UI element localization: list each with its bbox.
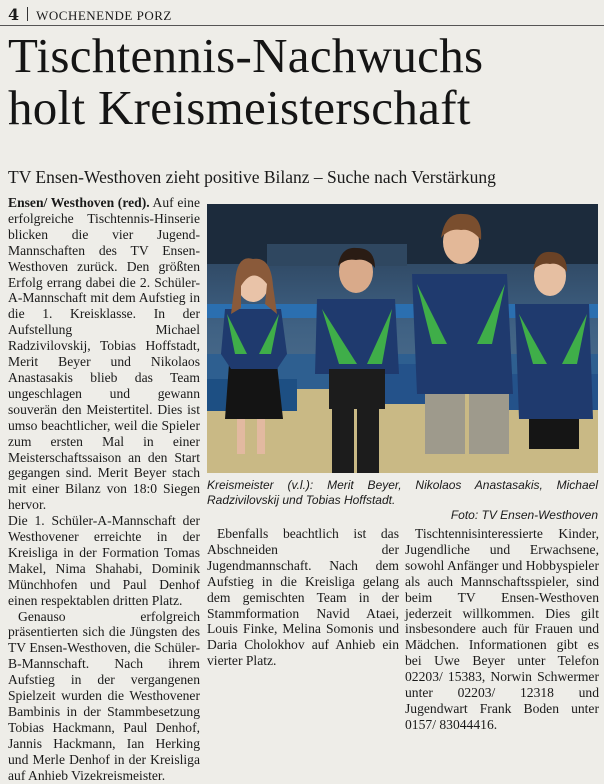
running-head bbox=[8, 5, 172, 25]
paragraph-3: Genauso erfolgreich präsentierten sich die Jüngsten des TV Ensen-Westhoven, die Schüler-B-Mannschaft. Nach ihrem Aufstieg in der vergangenen Spielzeit wurden die Westhovener Bambinis in der Stammbesetzung Tobias Hackmann, Paul Denhof, Jannis Hackmann, Ian Herking und Merle Denhof in der Kreisliga auf Anhieb Vizekreismeister. bbox=[8, 608, 200, 783]
page-number: 4 bbox=[8, 5, 20, 24]
article-column-3 bbox=[405, 526, 599, 760]
article-column-2 bbox=[207, 526, 399, 760]
photo-credit: Foto: TV Ensen-Westhoven bbox=[450, 508, 598, 522]
caption-text: Kreismeister (v.l.): Merit Beyer, Nikolaos Anastasakis, Michael Radzivilovskij und Tobias Hoffstadt. bbox=[207, 478, 598, 507]
team-photo bbox=[207, 204, 598, 473]
paragraph-5: Tischtennisinteressierte Kinder, Jugendliche und Erwachsene, sowohl Anfänger und Hobbyspieler als auch Mannschaftsspieler, sind beim TV Ensen-Westhoven jederzeit willkommen. Dies gilt insbesondere auch für Frauen und Mädchen. Informationen gibt es bei Uwe Beyer unter Telefon 02203/ 15383, Norwin Schwermer unter 02203/ 12318 und Jugendwart Frank Boden unter 0157/ 83044416. bbox=[405, 526, 599, 732]
header-rule bbox=[0, 25, 604, 26]
team-photo-illustration bbox=[207, 204, 598, 473]
lead-paragraph bbox=[8, 195, 200, 513]
headline bbox=[8, 30, 600, 134]
dateline: Ensen/ Westhoven (red). bbox=[8, 195, 150, 210]
section-separator bbox=[27, 7, 28, 21]
paragraph-1-text: Auf eine erfolgreiche Tischtennis-Hinserie blicken die vier Jugend-Mannschaften des TV Ensen-Westhoven zurück. Den größten Erfolg errang dabei die 2. Schüler-A-Mannschaft mit dem Aufstieg in die 1. Kreisklasse. In der Aufstellung Michael Radzivilovskij, Tobias Hoffstadt, Merit Beyer und Nikolaos Anastasakis blieb das Team ungeschlagen und gewann souverän den Meistertitel. Dies ist umso beachtlicher, weil die Spieler zum ersten Mal in einer Meisterschaftssaison an den Start gegangen sind. Merit Beyer stach mit einer Bilanz von 18:0 Siegen hervor. bbox=[8, 195, 200, 513]
headline-line-2: holt Kreismeisterschaft bbox=[8, 80, 471, 135]
subheadline: TV Ensen-Westhoven zieht positive Bilanz – Suche nach Verstärkung bbox=[8, 167, 496, 187]
photo-caption bbox=[207, 478, 598, 522]
section-name: WOCHENENDE PORZ bbox=[36, 8, 172, 23]
article-column-1 bbox=[8, 195, 200, 783]
paragraph-2: Die 1. Schüler-A-Mannschaft der Westhovener erreichte in der Kreisliga in der Formation Tomas Makel, Nima Shahabi, Dominik Münchhofen und Paul Denhof einen respektablen dritten Platz. bbox=[8, 513, 200, 608]
headline-line-1: Tischtennis-Nachwuchs bbox=[8, 28, 484, 83]
paragraph-4: Ebenfalls beachtlich ist das Abschneiden der Jugendmannschaft. Nach dem Aufstieg in die Kreisliga gelang dem gemischten Team in der Stammformation Navid Ataei, Louis Finke, Melina Somonis und Daria Cholokhov auf Anhieb ein vierter Platz. bbox=[207, 526, 399, 669]
